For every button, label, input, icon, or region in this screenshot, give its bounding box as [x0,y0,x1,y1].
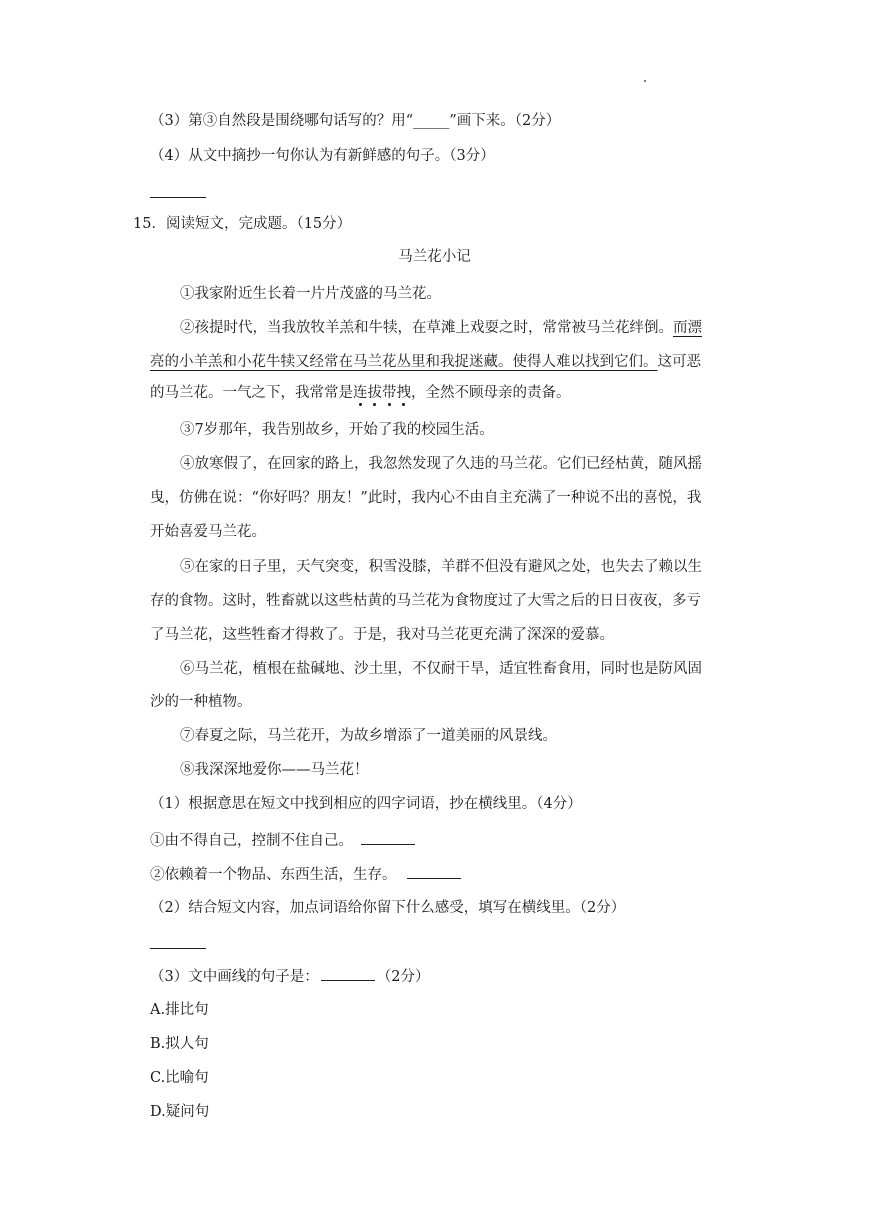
answer-blank-line[interactable] [150,197,206,198]
p2-text: 的马兰花。一气之下，我常常是 [150,385,353,401]
question-2: （2）结合短文内容，加点词语给你留下什么感受，填写在横线里。（2分） [150,900,626,916]
paragraph-5-line-3: 了马兰花，这些牲畜才得救了。于是，我对马兰花更充满了深深的爱慕。 [150,627,614,643]
paragraph-8: ⑧我深深地爱你——马兰花！ [180,762,369,778]
p2-text: ，全然不顾母亲的责备。 [411,385,571,401]
underlined-sentence-start: 而漂 [673,320,702,336]
paragraph-3: ③7岁那年，我告别故乡，开始了我的校园生活。 [180,422,494,438]
option-b[interactable]: B.拟人句 [150,1036,209,1052]
paragraph-4-line-1: ④放寒假了，在回家的路上，我忽然发现了久违的马兰花。它们已经枯黄，随风摇 [180,456,702,472]
option-c[interactable]: C.比喻句 [150,1070,209,1086]
p2-text: 这可恶 [657,354,701,370]
dotted-char: 拽 [396,385,411,401]
p2-text: ②孩提时代，当我放牧羊羔和牛犊，在草滩上戏耍之时，常常被马兰花绊倒。 [180,320,673,336]
dotted-char: 带 [382,385,397,401]
paragraph-6-line-1: ⑥马兰花，植根在盐碱地、沙土里，不仅耐干旱，适宜牲畜食用，同时也是防风固 [180,661,702,677]
paragraph-7: ⑦春夏之际，马兰花开，为故乡增添了一道美丽的风景线。 [180,728,557,744]
prev-question-4: （4）从文中摘抄一句你认为有新鲜感的句子。（3分） [150,148,495,164]
paragraph-5-line-1: ⑤在家的日子里，天气突变，积雪没膝，羊群不但没有避风之处，也失去了赖以生 [180,559,702,575]
prev-question-3: （3）第③自然段是围绕哪句话写的？用“_____”画下来。（2分） [150,113,561,129]
passage-title: 马兰花小记 [398,249,471,265]
paragraph-4-line-2: 曳，仿佛在说：“你好吗？朋友！”此时，我内心不由自主充满了一种说不出的喜悦，我 [150,490,702,506]
paragraph-4-line-3: 开始喜爱马兰花。 [150,524,266,540]
option-a[interactable]: A.排比句 [150,1002,209,1018]
question-3-score: （2分） [376,969,430,985]
paragraph-5-line-2: 存的食物。这时，牲畜就以这些枯黄的马兰花为食物度过了大雪之后的日日夜夜，多亏 [150,593,701,609]
paragraph-2-line-2 [150,352,701,372]
underlined-sentence: 亮的小羊羔和小花牛犊又经常在马兰花丛里和我捉迷藏。使得人难以找到它们。 [150,354,658,370]
paragraph-2-line-3 [150,383,571,403]
question-1b [150,864,461,885]
paragraph-2-line-1 [180,318,702,338]
answer-blank-3[interactable] [321,966,375,981]
question-1: （1）根据意思在短文中找到相应的四字词语，抄在横线里。（4分） [150,796,582,812]
answer-blank-1b[interactable] [407,864,461,879]
dotted-char: 拔 [367,385,382,401]
section-heading: 15．阅读短文，完成题。（15分） [133,216,352,232]
paragraph-1: ①我家附近生长着一片片茂盛的马兰花。 [180,286,441,302]
question-3-text: （3）文中画线的句子是： [150,969,319,985]
paragraph-6-line-2: 沙的一种植物。 [150,694,252,710]
question-1b-text: ②依赖着一个物品、东西生活，生存。 [150,867,397,883]
answer-blank-1a[interactable] [361,830,415,845]
option-d[interactable]: D.疑问句 [150,1104,210,1120]
question-3 [150,966,429,987]
question-1a [150,830,415,851]
dotted-char: 连 [353,385,368,401]
answer-blank-2[interactable] [150,948,206,949]
page-dot-mark [644,80,646,82]
question-1a-text: ①由不得自己，控制不住自己。 [150,833,353,849]
